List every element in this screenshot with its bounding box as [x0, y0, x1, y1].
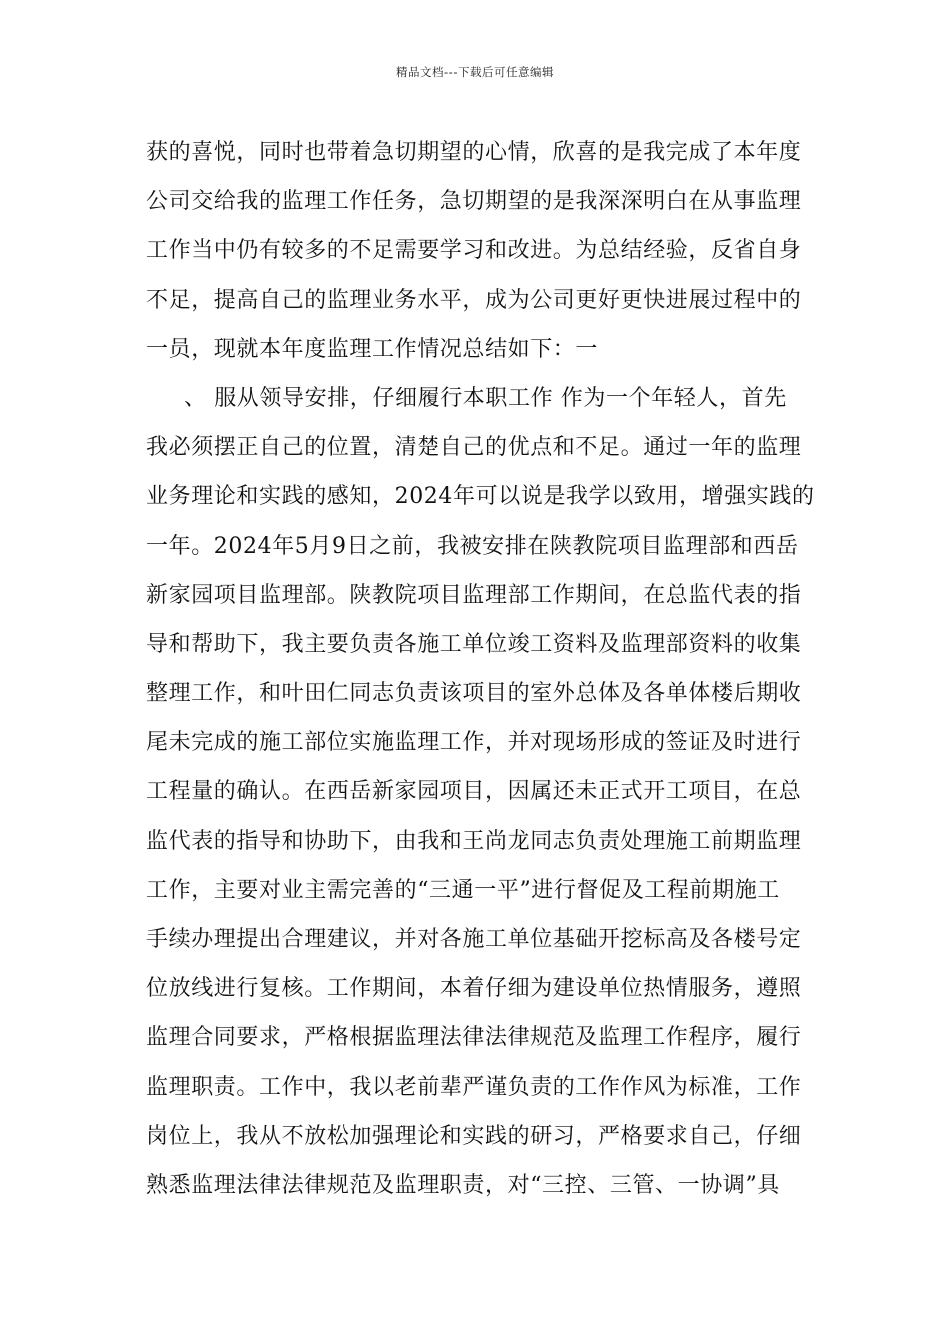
body-text: [146, 135, 815, 1217]
text-line: 一员，现就本年度监理工作情况总结如下：一: [146, 336, 599, 362]
page-header: 精品文档---下载后可任意编辑: [396, 65, 554, 79]
text-line: 一年。2024年5月9日之前，我被安排在陕教院项目监理部和西岳: [146, 533, 799, 559]
text-line: 新家园项目监理部。陕教院项目监理部工作期间，在总监代表的指: [146, 582, 802, 608]
text-line: 工程量的确认。在西岳新家园项目，因属还未正式开工项目，在总: [146, 779, 802, 805]
text-line: 我必须摆正自己的位置，清楚自己的优点和不足。通过一年的监理: [146, 435, 802, 461]
text-line: 位放线进行复核。工作期间，本着仔细为建设单位热情服务，遵照: [146, 976, 802, 1002]
text-line: 不足，提高自己的监理业务水平，成为公司更好更快进展过程中的: [146, 287, 802, 313]
text-line: 导和帮助下，我主要负责各施工单位竣工资料及监理部资料的收集: [146, 631, 802, 657]
text-line: 整理工作，和叶田仁同志负责该项目的室外总体及各单体楼后期收: [146, 681, 802, 707]
text-line: 监理职责。工作中，我以老前辈严谨负责的工作作风为标准，工作: [146, 1074, 802, 1100]
text-line: 手续办理提出合理建议，并对各施工单位基础开挖标高及各楼号定: [146, 927, 802, 952]
text-line: 监理合同要求，严格根据监理法律法律规范及监理工作程序，履行: [146, 1025, 802, 1051]
text-line: 岗位上，我从不放松加强理论和实践的研习，严格要求自己，仔细: [146, 1123, 802, 1149]
text-line: 熟悉监理法律法律规范及监理职责，对“三控、三管、一协调”具: [146, 1172, 780, 1198]
text-line: 业务理论和实践的感知，2024年可以说是我学以致用，增强实践的: [146, 484, 815, 510]
text-line: 公司交给我的监理工作任务，急切期望的是我深深明白在从事监理: [146, 189, 802, 215]
text-line: 尾未完成的施工部位实施监理工作，并对现场形成的签证及时进行: [146, 730, 802, 756]
text-line: 工作当中仍有较多的不足需要学习和改进。为总结经验，反省自身: [146, 238, 802, 264]
text-line: 获的喜悦，同时也带着急切期望的心情，欣喜的是我完成了本年度: [146, 140, 802, 165]
text-line: 工作，主要对业主需完善的“三通一平”进行督促及工程前期施工: [146, 877, 780, 903]
text-line: 监代表的指导和协助下，由我和王尚龙同志负责处理施工前期监理: [146, 828, 802, 854]
text-line-section-heading: 、 服从领导安排，仔细履行本职工作 作为一个年轻人，首先: [184, 385, 787, 411]
